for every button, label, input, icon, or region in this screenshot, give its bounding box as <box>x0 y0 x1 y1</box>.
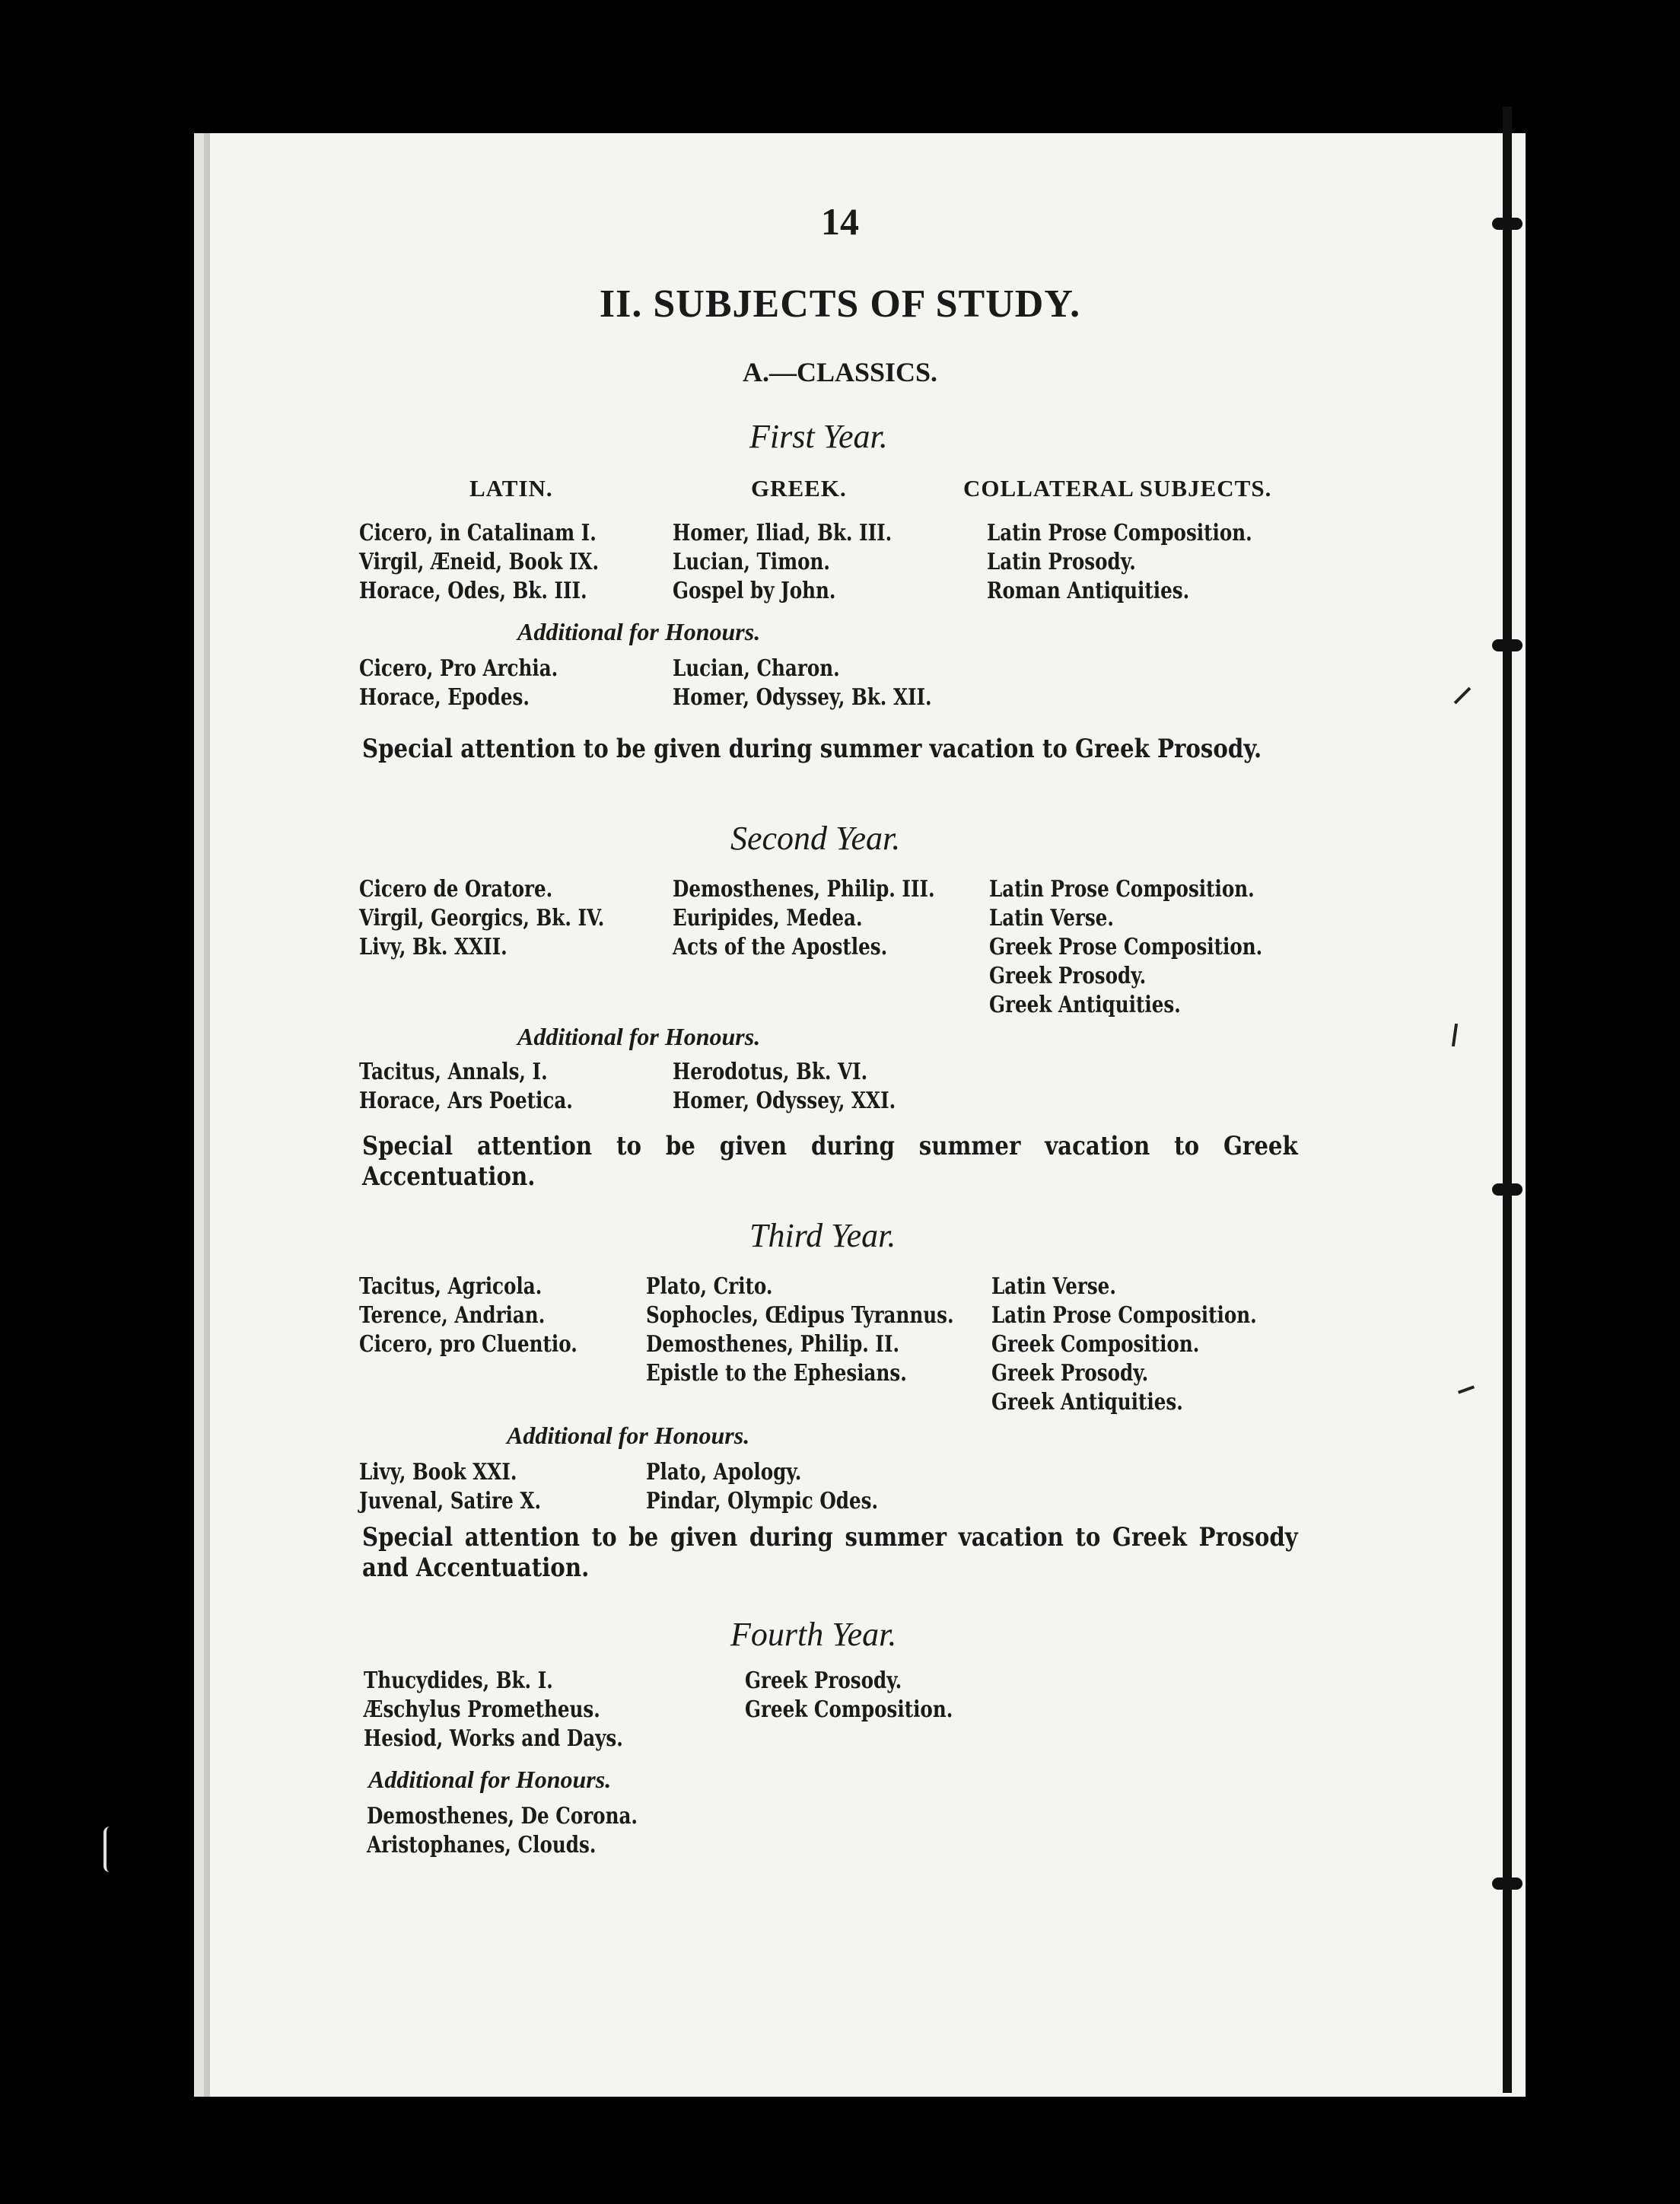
list-item: Livy, Bk. XXII. <box>359 934 508 960</box>
list-item: Pindar, Olympic Odes. <box>646 1488 879 1514</box>
list-item: Plato, Crito. <box>646 1273 773 1300</box>
binding-stitch <box>1492 639 1522 651</box>
list-item: Livy, Book XXI. <box>359 1459 517 1486</box>
list-item: Demosthenes, De Corona. <box>367 1803 638 1830</box>
year-heading-third: Third Year. <box>749 1217 896 1254</box>
list-item: Demosthenes, Philip. II. <box>646 1331 900 1358</box>
list-item: Thucydides, Bk. I. <box>364 1667 553 1694</box>
binding-stitch <box>1492 1183 1522 1196</box>
list-item: Virgil, Georgics, Bk. IV. <box>359 905 605 932</box>
list-item: Cicero de Oratore. <box>359 876 553 903</box>
scan-mark <box>103 1827 110 1872</box>
list-item: Greek Composition. <box>745 1696 953 1723</box>
collateral-list <box>989 875 1262 1020</box>
honours-heading: Additional for Honours. <box>517 1023 761 1050</box>
list-item: Lucian, Charon. <box>673 655 840 682</box>
list-item: Greek Prosody. <box>745 1667 902 1694</box>
list-item: Roman Antiquities. <box>987 578 1190 604</box>
list-item: Homer, Odyssey, XXI. <box>673 1088 896 1114</box>
honours-heading: Additional for Honours. <box>507 1422 750 1449</box>
honours-latin-list <box>359 1058 573 1116</box>
study-note: Special attention to be given during summer vacation to Greek Prosody. <box>362 734 1262 764</box>
column-header-collateral: COLLATERAL SUBJECTS. <box>963 475 1272 502</box>
honours-latin-list <box>367 1802 638 1860</box>
list-item: Lucian, Timon. <box>673 549 830 575</box>
list-item: Greek Prosody. <box>989 963 1147 989</box>
honours-greek-list <box>673 1058 896 1116</box>
list-item: Latin Verse. <box>991 1273 1116 1300</box>
list-item: Epistle to the Ephesians. <box>646 1360 907 1387</box>
year-heading-second: Second Year. <box>730 820 901 857</box>
greek-list <box>745 1667 953 1725</box>
collateral-list <box>987 519 1252 606</box>
honours-latin-list <box>359 655 558 712</box>
list-item: Sophocles, Œdipus Tyrannus. <box>646 1302 954 1329</box>
latin-list <box>359 875 604 962</box>
list-item: Greek Antiquities. <box>989 992 1181 1018</box>
study-note: Special attention to be given during summer vacation to Greek Prosody and Accentuation. <box>362 1522 1298 1583</box>
column-header-greek: GREEK. <box>751 475 847 502</box>
list-item: Greek Antiquities. <box>991 1389 1183 1416</box>
list-item: Cicero, in Catalinam I. <box>359 520 597 546</box>
list-item: Plato, Apology. <box>646 1459 802 1486</box>
study-note: Special attention to be given during summer vacation to Greek Accentuation. <box>362 1131 1298 1192</box>
list-item: Aristophanes, Clouds. <box>367 1832 597 1858</box>
year-heading-first: First Year. <box>749 418 888 455</box>
latin-list <box>364 1667 623 1753</box>
list-item: Cicero, Pro Archia. <box>359 655 558 682</box>
list-item: Euripides, Medea. <box>673 905 863 932</box>
list-item: Demosthenes, Philip. III. <box>673 876 935 903</box>
list-item: Horace, Ars Poetica. <box>359 1088 573 1114</box>
list-item: Latin Prose Composition. <box>989 876 1255 903</box>
list-item: Horace, Odes, Bk. III. <box>359 578 587 604</box>
list-item: Latin Prose Composition. <box>987 520 1252 546</box>
list-item: Juvenal, Satire X. <box>359 1488 542 1514</box>
list-item: Herodotus, Bk. VI. <box>673 1059 868 1085</box>
column-header-latin: LATIN. <box>469 475 553 502</box>
list-item: Latin Prose Composition. <box>991 1302 1257 1329</box>
list-item: Virgil, Æneid, Book IX. <box>359 549 600 575</box>
list-item: Cicero, pro Cluentio. <box>359 1331 578 1358</box>
section-heading: A.—CLASSICS. <box>742 357 938 387</box>
list-item: Acts of the Apostles. <box>673 934 888 960</box>
page-title: II. SUBJECTS OF STUDY. <box>599 282 1081 326</box>
latin-list <box>359 519 599 606</box>
binding-stitch <box>1492 1878 1522 1890</box>
honours-heading: Additional for Honours. <box>517 618 761 645</box>
list-item: Greek Composition. <box>991 1331 1200 1358</box>
honours-greek-list <box>646 1458 878 1516</box>
list-item: Hesiod, Works and Days. <box>364 1725 623 1752</box>
list-item: Greek Prosody. <box>991 1360 1149 1387</box>
list-item: Gospel by John. <box>673 578 836 604</box>
list-item: Terence, Andrian. <box>359 1302 546 1329</box>
list-item: Greek Prose Composition. <box>989 934 1263 960</box>
list-item: Tacitus, Agricola. <box>359 1273 542 1300</box>
list-item: Latin Prosody. <box>987 549 1136 575</box>
list-item: Horace, Epodes. <box>359 684 530 711</box>
greek-list <box>673 875 935 962</box>
list-item: Homer, Odyssey, Bk. XII. <box>673 684 932 711</box>
list-item: Latin Verse. <box>989 905 1114 932</box>
honours-greek-list <box>673 655 932 712</box>
honours-heading: Additional for Honours. <box>368 1766 612 1793</box>
greek-list <box>646 1272 954 1388</box>
list-item: Æschylus Prometheus. <box>364 1696 600 1723</box>
list-item: Homer, Iliad, Bk. III. <box>673 520 892 546</box>
collateral-list <box>991 1272 1257 1417</box>
greek-list <box>673 519 892 606</box>
list-item: Tacitus, Annals, I. <box>359 1059 548 1085</box>
page-number: 14 <box>821 200 859 243</box>
latin-list <box>359 1272 578 1359</box>
binding-spine <box>1503 107 1512 2093</box>
year-heading-fourth: Fourth Year. <box>730 1616 897 1653</box>
honours-latin-list <box>359 1458 541 1516</box>
page-edge <box>204 133 210 2097</box>
